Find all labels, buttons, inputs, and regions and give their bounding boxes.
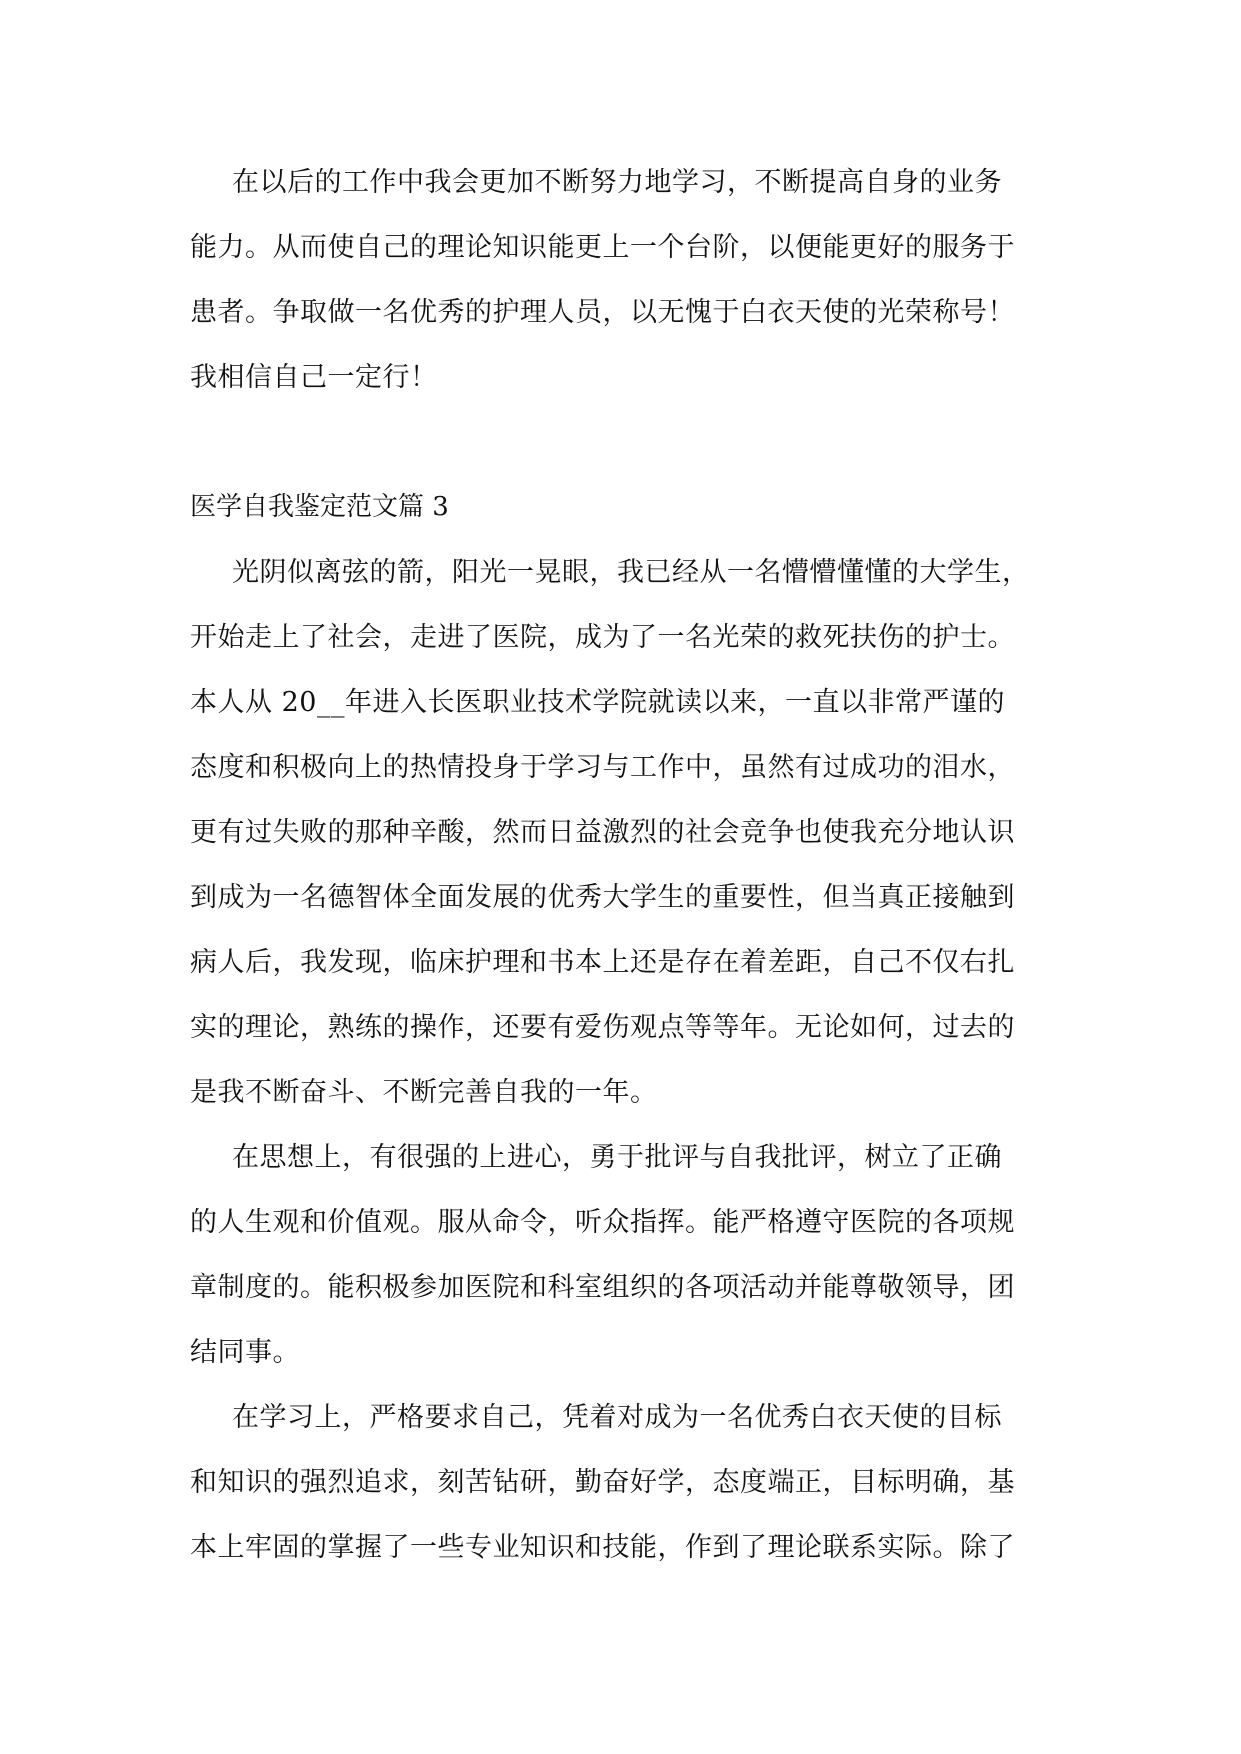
paragraph-intro-line: 我相信自己一定行！	[190, 362, 438, 393]
paragraph-2-line: 章制度的。能积极参加医院和科室组织的各项活动并能尊敬领导，团	[190, 1272, 1015, 1303]
paragraph-1-line: 开始走上了社会，走进了医院，成为了一名光荣的救死扶伤的护士。	[190, 622, 1015, 653]
paragraph-1-line: 是我不断奋斗、不断完善自我的一年。	[190, 1077, 658, 1108]
paragraph-3-line: 和知识的强烈追求，刻苦钻研，勤奋好学，态度端正，目标明确，基	[190, 1467, 1015, 1498]
paragraph-1-line: 光阴似离弦的箭，阳光一晃眼，我已经从一名懵懵懂懂的大学生，	[232, 557, 1030, 588]
paragraph-intro-line: 能力。从而使自己的理论知识能更上一个台阶，以便能更好的服务于	[190, 232, 1015, 263]
paragraph-3-line: 本上牢固的掌握了一些专业知识和技能，作到了理论联系实际。除了	[190, 1532, 1015, 1563]
paragraph-2-line: 在思想上，有很强的上进心，勇于批评与自我批评，树立了正确	[232, 1142, 1002, 1173]
section-title: 医学自我鉴定范文篇 3	[190, 492, 449, 522]
paragraph-2-line: 的人生观和价值观。服从命令，听众指挥。能严格遵守医院的各项规	[190, 1207, 1015, 1238]
paragraph-1-line: 本人从 20__年进入长医职业技术学院就读以来，一直以非常严谨的	[190, 687, 1005, 718]
paragraph-1-line: 态度和积极向上的热情投身于学习与工作中，虽然有过成功的泪水，	[190, 752, 1015, 783]
paragraph-1-line: 病人后，我发现，临床护理和书本上还是存在着差距，自己不仅右扎	[190, 947, 1015, 978]
paragraph-1-line: 到成为一名德智体全面发展的优秀大学生的重要性，但当真正接触到	[190, 882, 1015, 913]
paragraph-intro-line: 患者。争取做一名优秀的护理人员，以无愧于白衣天使的光荣称号！	[190, 297, 1015, 328]
paragraph-intro-line: 在以后的工作中我会更加不断努力地学习，不断提高自身的业务	[232, 167, 1002, 198]
paragraph-3-line: 在学习上，严格要求自己，凭着对成为一名优秀白衣天使的目标	[232, 1402, 1002, 1433]
paragraph-2-line: 结同事。	[190, 1337, 300, 1368]
paragraph-1-line: 实的理论，熟练的操作，还要有爱伤观点等等年。无论如何，过去的	[190, 1012, 1015, 1043]
paragraph-1-line: 更有过失败的那种辛酸，然而日益激烈的社会竞争也使我充分地认识	[190, 817, 1015, 848]
